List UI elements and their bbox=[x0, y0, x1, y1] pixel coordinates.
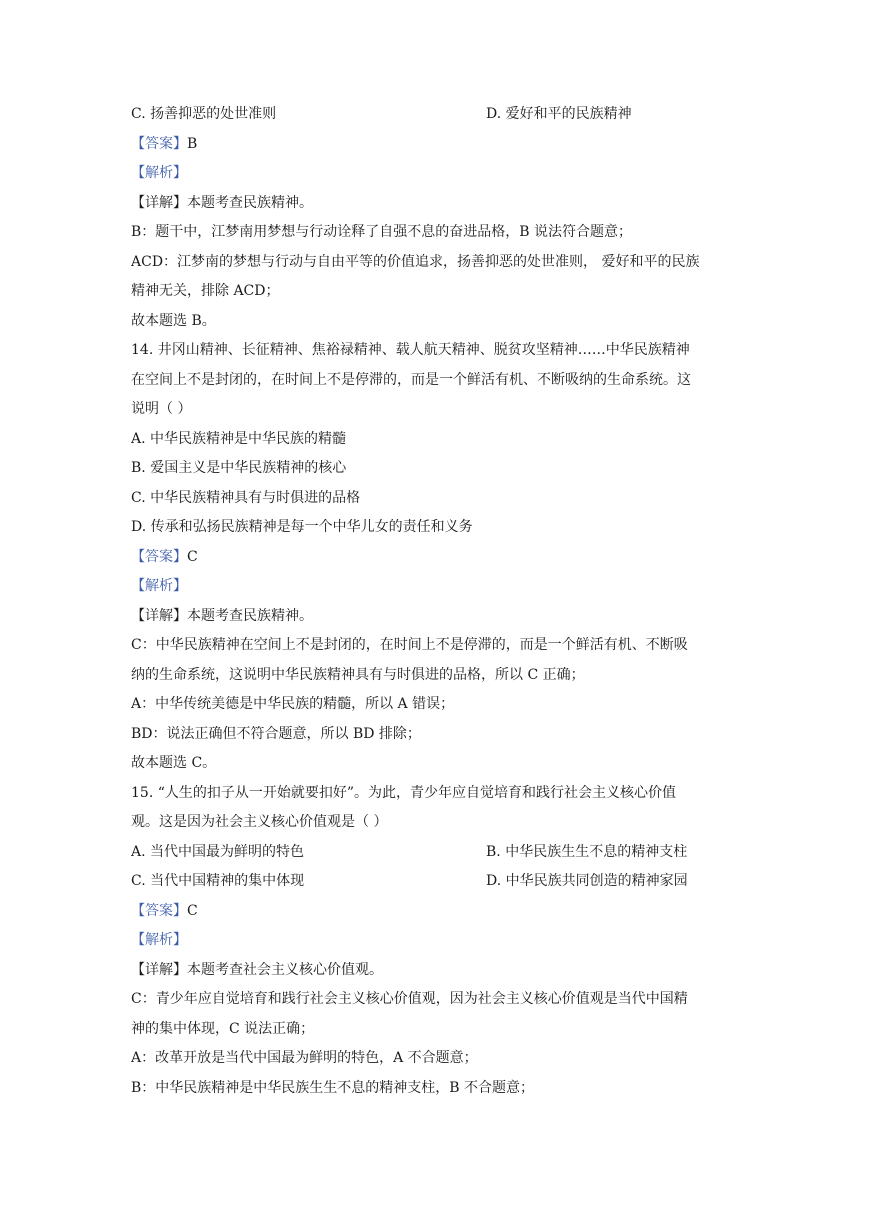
q15-explain-line: C：青少年应自觉培育和践行社会主义核心价值观，因为社会主义核心价值观是当代中国精 bbox=[131, 991, 688, 1007]
q15-options-cd bbox=[131, 867, 741, 897]
q15-option-a: A. 当代中国最为鲜明的特色 bbox=[131, 843, 305, 860]
q13-answer bbox=[131, 130, 741, 160]
q13-explain-line: 故本题选 B。 bbox=[131, 312, 216, 329]
q14-option-b: B. 爱国主义是中华民族精神的核心 bbox=[131, 460, 347, 476]
q13-option-c: C. 扬善抑恶的处世准则 bbox=[131, 106, 277, 122]
q13-explain-line: 精神无关，排除 ACD； bbox=[131, 283, 280, 299]
q14-stem-line: 在空间上不是封闭的，在时间上不是停滞的，而是一个鲜活有机、不断吸纳的生命系统。这 bbox=[131, 371, 691, 388]
q14-answer bbox=[131, 543, 741, 573]
q13-option-d: D. 爱好和平的民族精神 bbox=[486, 106, 632, 122]
q14-explain-line: 纳的生命系统，这说明中华民族精神具有与时俱进的品格，所以 C 正确； bbox=[131, 666, 585, 683]
q13-explain-line: B：题干中，江梦南用梦想与行动诠释了自强不息的奋进品格，B 说法符合题意； bbox=[131, 224, 633, 240]
answer-value: C bbox=[187, 902, 198, 919]
q15-explain-line: B：中华民族精神是中华民族生生不息的精神支柱，B 不合题意； bbox=[131, 1079, 535, 1096]
answer-label: 【答案】 bbox=[131, 902, 187, 919]
q14-detail bbox=[131, 602, 741, 632]
detail-intro: 本题考查民族精神。 bbox=[187, 194, 313, 211]
q14-explain-line: A：中华传统美德是中华民族的精髓，所以 A 错误； bbox=[131, 696, 455, 712]
detail-intro: 本题考查民族精神。 bbox=[187, 607, 313, 624]
detail-intro: 本题考查社会主义核心价值观。 bbox=[187, 961, 383, 978]
q14-analysis-label: 【解析】 bbox=[131, 578, 187, 594]
q15-option-c: C. 当代中国精神的集中体现 bbox=[131, 873, 305, 889]
q13-detail bbox=[131, 189, 741, 219]
q15-answer bbox=[131, 897, 741, 927]
q15-stem-line: 观。这是因为社会主义核心价值观是（ ） bbox=[131, 814, 388, 830]
q14-option-d: D. 传承和弘扬民族精神是每一个中华儿女的责任和义务 bbox=[131, 519, 473, 535]
q15-options-ab bbox=[131, 838, 741, 868]
answer-value: B bbox=[187, 135, 198, 152]
q15-option-d: D. 中华民族共同创造的精神家园 bbox=[486, 873, 688, 889]
detail-label: 【详解】 bbox=[131, 961, 187, 978]
answer-value: C bbox=[187, 548, 198, 565]
page-content bbox=[131, 100, 741, 1103]
q15-analysis-label: 【解析】 bbox=[131, 932, 187, 948]
q15-explain-line: A：改革开放是当代中国最为鲜明的特色，A 不合题意； bbox=[131, 1050, 478, 1066]
q14-option-c: C. 中华民族精神具有与时俱进的品格 bbox=[131, 489, 361, 506]
q15-explain-line: 神的集中体现，C 说法正确； bbox=[131, 1020, 315, 1037]
q14-option-a: A. 中华民族精神是中华民族的精髓 bbox=[131, 430, 347, 447]
q14-stem-line: 14. 井冈山精神、长征精神、焦裕禄精神、载人航天精神、脱贫攻坚精神……中华民族精神 bbox=[131, 342, 690, 358]
q14-explain-line: 故本题选 C。 bbox=[131, 755, 217, 771]
detail-label: 【详解】 bbox=[131, 194, 187, 211]
q15-stem-line: 15. “人生的扣子从一开始就要扣好”。为此，青少年应自觉培育和践行社会主义核心价值 bbox=[131, 784, 677, 801]
q14-explain-line: BD：说法正确但不符合题意，所以 BD 排除； bbox=[131, 725, 421, 742]
q15-detail bbox=[131, 956, 741, 986]
q15-option-b: B. 中华民族生生不息的精神支柱 bbox=[486, 843, 688, 860]
q14-explain-line: C：中华民族精神在空间上不是封闭的，在时间上不是停滞的，而是一个鲜活有机、不断吸 bbox=[131, 637, 688, 653]
q14-stem-line: 说明（ ） bbox=[131, 401, 192, 417]
answer-label: 【答案】 bbox=[131, 548, 187, 565]
q13-options-cd bbox=[131, 100, 741, 130]
detail-label: 【详解】 bbox=[131, 607, 187, 624]
q13-explain-line: ACD：江梦南的梦想与行动与自由平等的价值追求，扬善抑恶的处世准则， 爱好和平的民族 bbox=[131, 253, 700, 270]
q13-analysis-label: 【解析】 bbox=[131, 165, 187, 181]
answer-label: 【答案】 bbox=[131, 135, 187, 152]
